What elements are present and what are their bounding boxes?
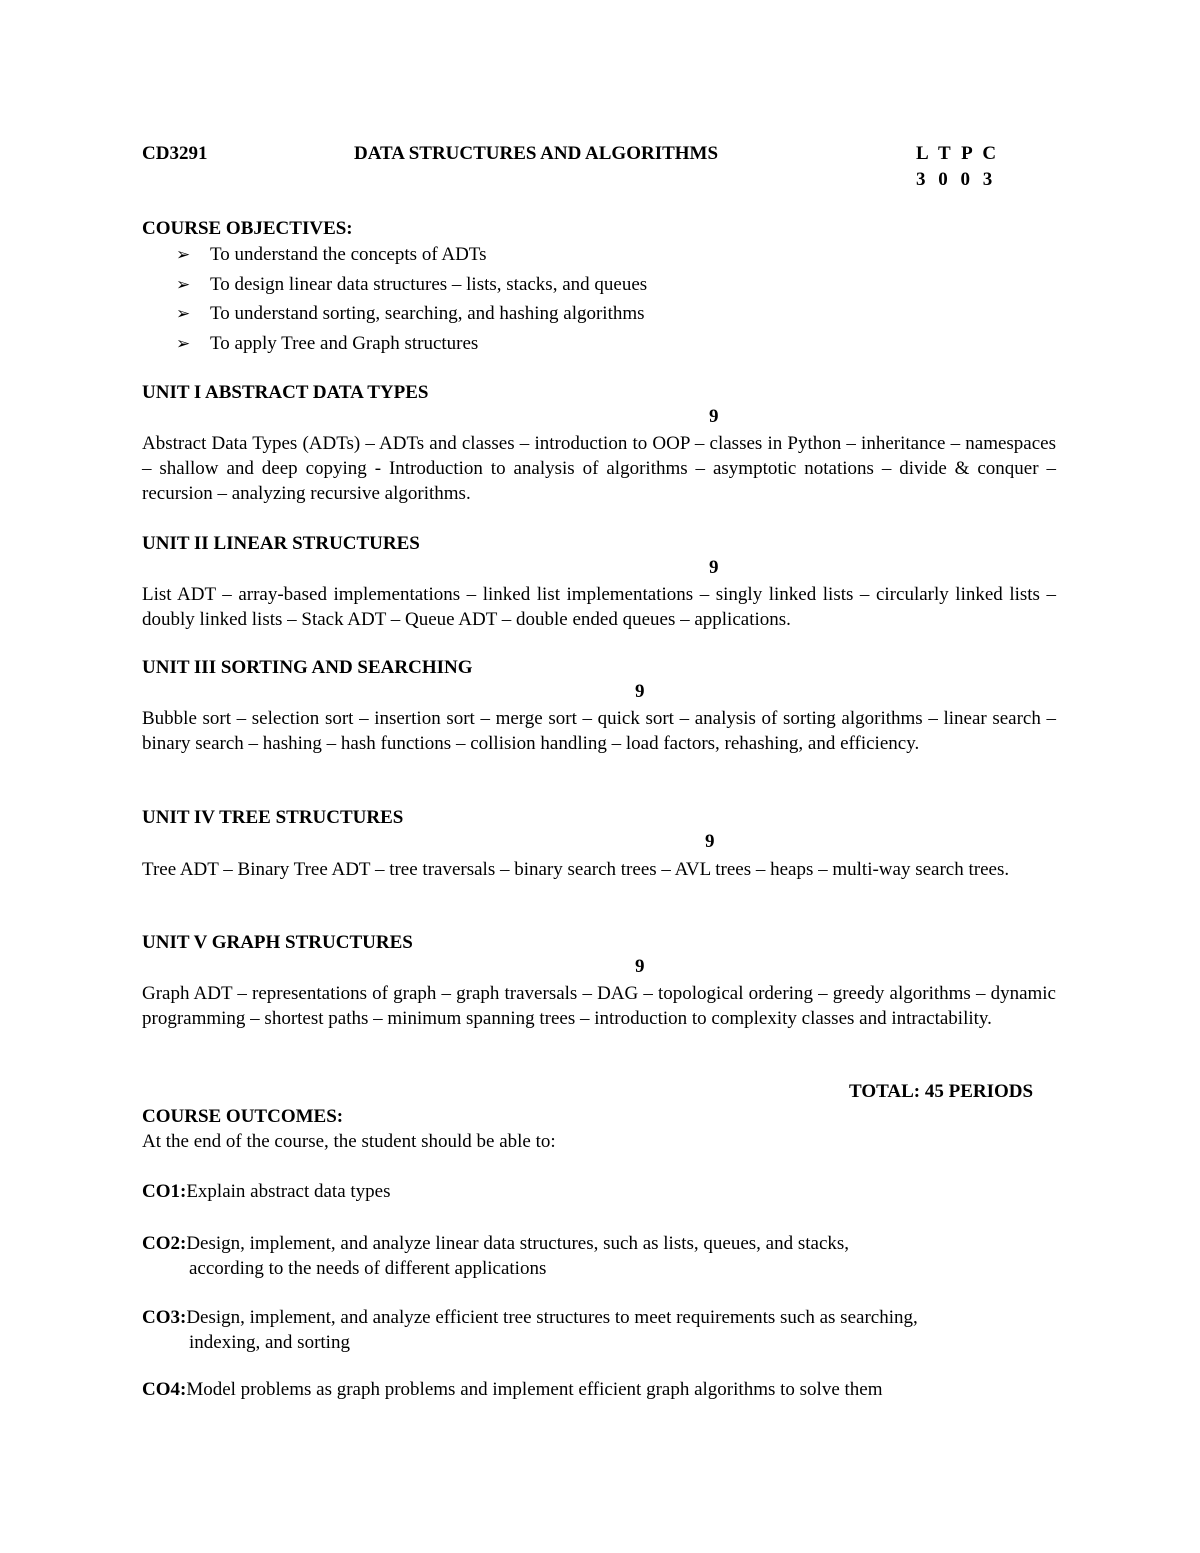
list-item	[176, 240, 647, 270]
unit-1-title: UNIT I ABSTRACT DATA TYPES	[142, 382, 429, 403]
objective-text: To design linear data structures – lists, stacks, and queues	[210, 273, 648, 295]
outcome-text-continued: indexing, and sorting	[189, 1332, 350, 1353]
unit-4-content: Tree ADT – Binary Tree ADT – tree traversals – binary search trees – AVL trees – heaps – multi-way search trees.	[142, 859, 1010, 880]
unit-1-hours: 9	[709, 406, 719, 427]
unit-2-content: List ADT – array-based implementations – linked list implementations – singly linked lists – circularly linked lists – doubly linked lists – Stack ADT – Queue ADT – double ended queues – applications.	[142, 584, 1056, 630]
objectives-list	[176, 240, 647, 358]
ltpc-labels: L T P C	[916, 143, 997, 164]
objectives-heading: COURSE OBJECTIVES:	[142, 218, 353, 239]
unit-3-title: UNIT III SORTING AND SEARCHING	[142, 657, 473, 678]
arrow-bullet-icon: ➢	[176, 333, 191, 353]
outcome-co4	[142, 1379, 883, 1401]
unit-4-hours: 9	[705, 831, 715, 852]
arrow-bullet-icon: ➢	[176, 304, 191, 323]
unit-5-content: Graph ADT – representations of graph – graph traversals – DAG – topological ordering – greedy algorithms – dynamic programming – shortest paths – minimum spanning trees – introduction to complexity classes and intractability.	[142, 983, 1056, 1029]
unit-4-title: UNIT IV TREE STRUCTURES	[142, 807, 404, 828]
arrow-bullet-icon: ➢	[176, 245, 191, 264]
ltpc-values: 3 0 0 3	[916, 169, 993, 190]
unit-2-title: UNIT II LINEAR STRUCTURES	[142, 533, 420, 554]
list-item	[176, 299, 647, 329]
course-title: DATA STRUCTURES AND ALGORITHMS	[354, 143, 719, 164]
objective-text: To apply Tree and Graph structures	[210, 332, 479, 354]
list-item	[176, 329, 647, 359]
outcome-label: CO2:	[142, 1233, 187, 1254]
list-item	[176, 270, 647, 300]
unit-1-content: Abstract Data Types (ADTs) – ADTs and classes – introduction to OOP – classes in Python – inheritance – namespaces – shallow and deep copying - Introduction to analysis of algorithms – asymptotic notations – divide & conquer – recursion – analyzing recursive algorithms.	[142, 433, 1056, 504]
unit-5-hours: 9	[635, 956, 645, 977]
outcome-co2	[142, 1231, 849, 1281]
outcomes-intro: At the end of the course, the student should be able to:	[142, 1131, 556, 1152]
outcome-co1	[142, 1181, 391, 1203]
outcome-label: CO1:	[142, 1181, 187, 1202]
outcome-text: Design, implement, and analyze linear data structures, such as lists, queues, and stacks,	[186, 1233, 850, 1254]
objective-text: To understand the concepts of ADTs	[210, 244, 487, 265]
objective-text: To understand sorting, searching, and hashing algorithms	[210, 303, 645, 324]
outcome-text: Model problems as graph problems and implement efficient graph algorithms to solve them	[186, 1379, 883, 1400]
course-code: CD3291	[142, 143, 208, 164]
outcome-label: CO4:	[142, 1379, 187, 1400]
unit-5-title: UNIT V GRAPH STRUCTURES	[142, 932, 413, 953]
outcome-text: Explain abstract data types	[186, 1181, 391, 1202]
arrow-bullet-icon: ➢	[176, 274, 191, 294]
unit-3-hours: 9	[635, 681, 645, 702]
total-periods: TOTAL: 45 PERIODS	[849, 1081, 1034, 1102]
outcome-co3	[142, 1305, 918, 1355]
unit-2-hours: 9	[709, 557, 719, 578]
outcome-label: CO3:	[142, 1307, 187, 1328]
unit-3-content: Bubble sort – selection sort – insertion sort – merge sort – quick sort – analysis of sorting algorithms – linear search – binary search – hashing – hash functions – collision handling – load factors, rehashing, and efficiency.	[142, 708, 1056, 754]
outcomes-heading: COURSE OUTCOMES:	[142, 1106, 344, 1127]
outcome-text-continued: according to the needs of different applications	[189, 1258, 547, 1279]
outcome-text: Design, implement, and analyze efficient tree structures to meet requirements such as searching,	[186, 1307, 918, 1328]
